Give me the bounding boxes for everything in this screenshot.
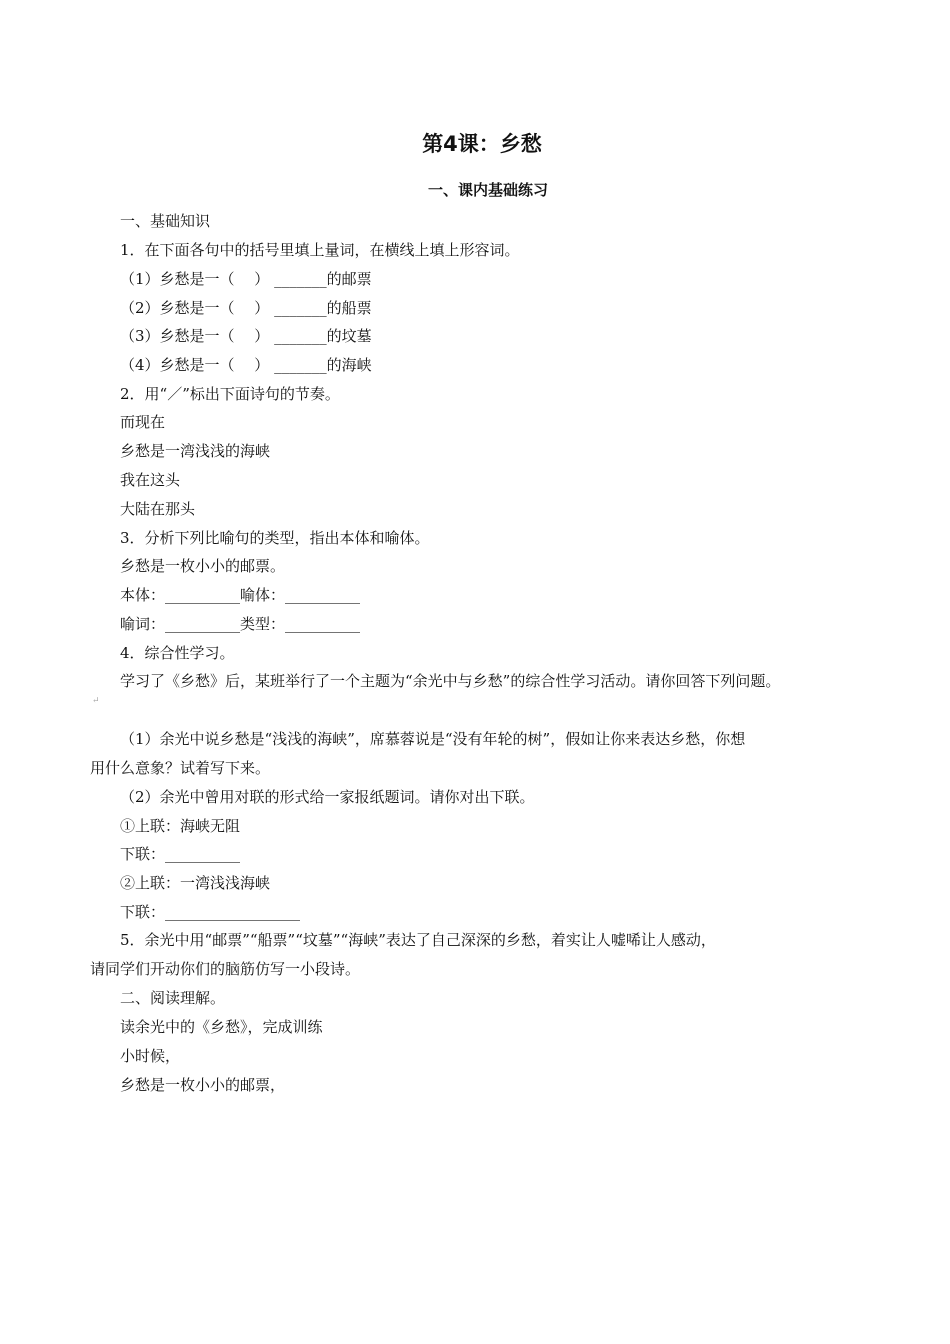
question-1-item: （3）乡愁是一（ ） _______的坟墓 — [120, 327, 372, 345]
question-4-part-1-cont: 用什么意象？试着写下来。 — [90, 759, 271, 777]
couplet-upper-2: ②上联：一湾浅浅海峡 — [120, 874, 271, 892]
couplet-lower-1: 下联：__________ — [120, 845, 241, 863]
poem-line: 小时候， — [120, 1047, 181, 1065]
question-3: 3．分析下列比喻句的类型，指出本体和喻体。 — [120, 529, 430, 547]
poem-line: 大陆在那头 — [120, 500, 196, 518]
poem-line: 乡愁是一枚小小的邮票， — [120, 1076, 286, 1094]
poem-line: 而现在 — [120, 413, 166, 431]
poem-line: 我在这头 — [120, 471, 181, 489]
couplet-upper-1: ①上联：海峡无阻 — [120, 817, 241, 835]
section-heading: 一、课内基础练习 — [428, 181, 549, 199]
question-4-part-1: （1）余光中说乡愁是“浅浅的海峡”，席慕蓉说是“没有年轮的树”，假如让你来表达乡愁，你想 — [120, 730, 746, 748]
question-4: 4．综合性学习。 — [120, 644, 235, 662]
reading-heading: 二、阅读理解。 — [120, 989, 226, 1007]
question-1: 1．在下面各句中的括号里填上量词，在横线上填上形容词。 — [120, 241, 520, 259]
question-5: 5．余光中用“邮票”“船票”“坟墓”“海峡”表达了自己深深的乡愁，着实让人嘘唏让人感动， — [120, 931, 716, 949]
question-1-item: （4）乡愁是一（ ） _______的海峡 — [120, 356, 372, 374]
paragraph-mark: ↵ — [92, 696, 100, 706]
question-3-blanks: 喻词：__________类型：__________ — [120, 615, 361, 633]
question-3-sentence: 乡愁是一枚小小的邮票。 — [120, 557, 286, 575]
couplet-lower-2: 下联：__________________ — [120, 903, 301, 921]
question-2: 2．用“／”标出下面诗句的节奏。 — [120, 385, 340, 403]
question-1-item: （1）乡愁是一（ ） _______的邮票 — [120, 270, 372, 288]
question-3-blanks: 本体：__________喻体：__________ — [120, 586, 361, 604]
question-5-cont: 请同学们开动你们的脑筋仿写一小段诗。 — [90, 960, 361, 978]
subsection-heading: 一、基础知识 — [120, 212, 211, 230]
reading-instruction: 读余光中的《乡愁》，完成训练 — [120, 1018, 323, 1036]
question-4-part-2: （2）余光中曾用对联的形式给一家报纸题词。请你对出下联。 — [120, 788, 535, 806]
question-1-item: （2）乡愁是一（ ） _______的船票 — [120, 299, 372, 317]
page-title: 第4课：乡愁 — [422, 132, 542, 156]
question-4-intro: 学习了《乡愁》后，某班举行了一个主题为“余光中与乡愁”的综合性学习活动。请你回答下列问题。 — [120, 672, 781, 690]
poem-line: 乡愁是一湾浅浅的海峡 — [120, 442, 271, 460]
